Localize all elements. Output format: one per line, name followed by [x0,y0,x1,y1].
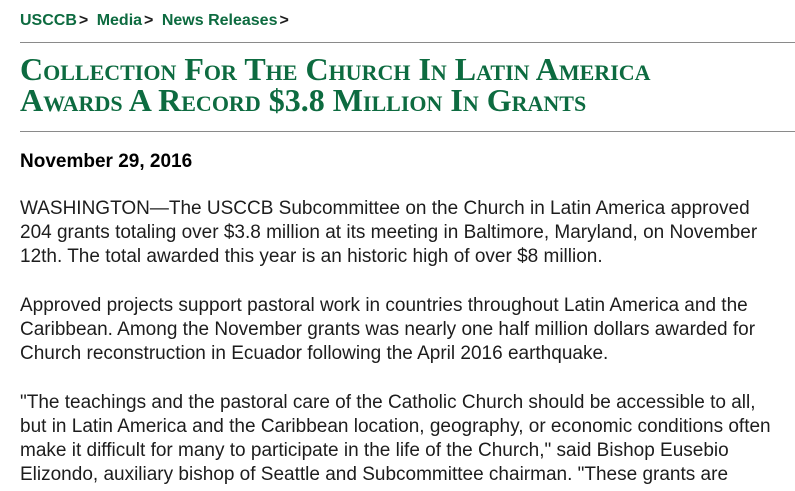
title-divider [20,131,795,132]
release-date: November 29, 2016 [20,151,193,172]
breadcrumb-separator: > [144,12,154,29]
text-line: Caribbean. Among the November grants was nearly one half million dollars awarded for [20,319,756,340]
article-paragraph-3 [20,391,795,487]
article-paragraph-1 [20,197,795,269]
page-title-line-1: Collection For The Church In Latin America [20,51,651,87]
text-line: but in Latin America and the Caribbean location, geography, or economic conditions often [20,416,771,437]
text-line: 204 grants totaling over $3.8 million at its meeting in Baltimore, Maryland, on November [20,222,758,243]
text-line: "The teachings and the pastoral care of the Catholic Church should be accessible to all, [20,392,756,413]
breadcrumb-link-media[interactable]: Media [96,12,143,29]
text-line: Church reconstruction in Ecuador following the April 2016 earthquake. [20,343,609,364]
header-divider [20,42,795,43]
text-line: Approved projects support pastoral work in countries throughout Latin America and the [20,295,748,316]
text-line: make it difficult for many to participate in the life of the Church," said Bishop Eusebio [20,440,729,461]
breadcrumb-separator: > [78,12,89,29]
breadcrumb [20,12,293,30]
article-body [20,197,795,491]
breadcrumb-link-usccb[interactable]: USCCB [20,12,77,29]
text-line: WASHINGTON—The USCCB Subcommittee on the Church in Latin America approved [20,198,750,219]
breadcrumb-separator: > [279,12,289,29]
text-line: 12th. The total awarded this year is an historic high of over $8 million. [20,246,603,267]
breadcrumb-link-news-releases[interactable]: News Releases [161,12,278,29]
article-paragraph-2 [20,294,795,366]
text-line: Elizondo, auxiliary bishop of Seattle and Subcommittee chairman. "These grants are [20,464,729,485]
page-title [20,51,795,118]
page-title-line-2: Awards A Record $3.8 Million In Grants [20,82,587,118]
